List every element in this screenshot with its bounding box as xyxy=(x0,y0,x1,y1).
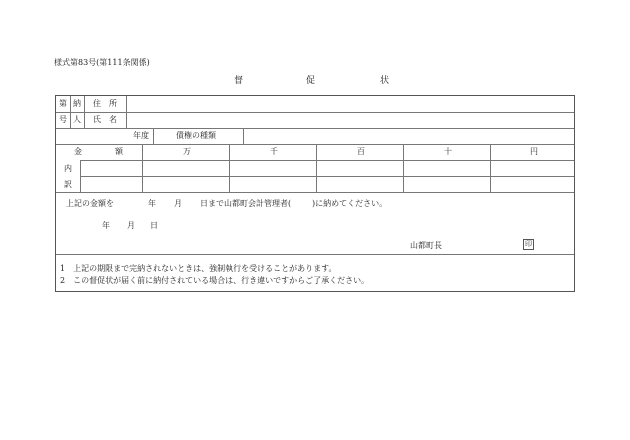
unit-sen: 千 xyxy=(270,147,278,156)
sentence-day: 日まで山都町会計管理者( xyxy=(200,199,292,208)
label-amount-2: 額 xyxy=(115,147,123,156)
title-char-1: 督 xyxy=(234,76,244,86)
note-2: 2 この督促状が届く前に納付されている場合は、行き違いですからご了承ください。 xyxy=(60,276,370,285)
label-nendo: 年度 xyxy=(133,131,149,140)
sentence-part-1: 上記の金額を xyxy=(66,199,114,208)
date-month: 月 xyxy=(127,221,135,230)
unit-juu: 十 xyxy=(444,147,452,156)
mayor-title: 山都町長 xyxy=(410,241,442,250)
title-char-2: 促 xyxy=(306,76,316,86)
date-day: 日 xyxy=(150,221,158,230)
sentence-month: 月 xyxy=(174,199,182,208)
demand-notice-form xyxy=(55,95,575,292)
form-number: 様式第83号(第111条関係) xyxy=(54,58,150,67)
label-address: 住 所 xyxy=(93,99,117,108)
date-year: 年 xyxy=(102,221,110,230)
label-name: 氏 名 xyxy=(93,115,117,124)
label-nin: 人 xyxy=(73,115,81,124)
label-nou: 納 xyxy=(73,99,81,108)
label-go: 号 xyxy=(59,115,67,124)
title-char-3: 状 xyxy=(380,76,390,86)
label-debt-type: 債権の種類 xyxy=(176,131,216,140)
sentence-year: 年 xyxy=(148,199,156,208)
label-dai: 第 xyxy=(59,99,67,108)
unit-en: 円 xyxy=(530,147,538,156)
sentence-end: )に納めてください。 xyxy=(312,199,388,208)
unit-hyaku: 百 xyxy=(357,147,365,156)
label-breakdown-2: 訳 xyxy=(64,180,72,189)
label-amount-1: 金 xyxy=(74,147,82,156)
note-1: 1 上記の期限まで完納されないときは、強制執行を受けることがあります。 xyxy=(60,264,337,273)
unit-man: 万 xyxy=(183,147,191,156)
seal-mark: 印 xyxy=(525,240,532,248)
label-breakdown-1: 内 xyxy=(64,164,72,173)
